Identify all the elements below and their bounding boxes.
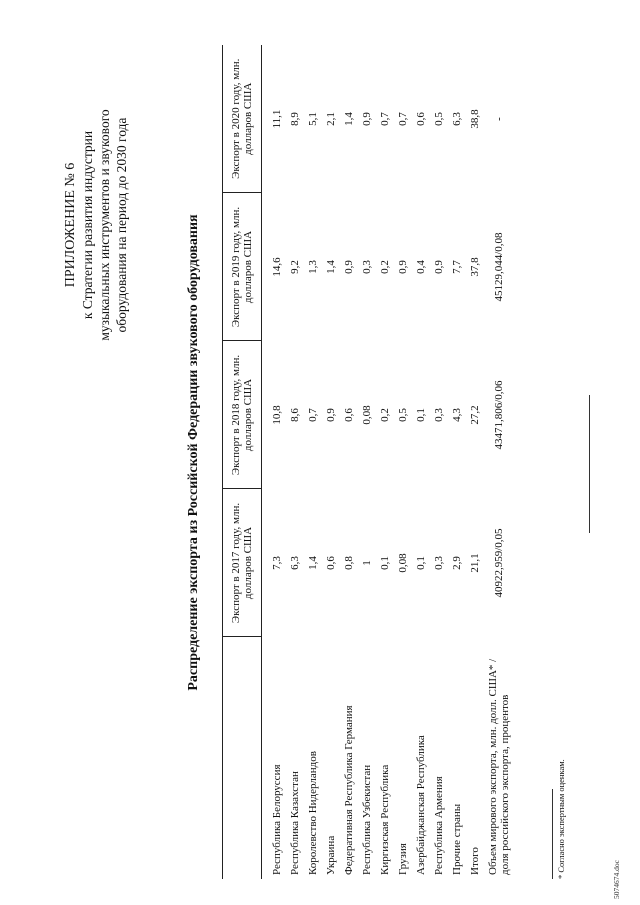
value-cell-2018: 0,9 <box>325 408 337 422</box>
value-cell-2019: 37,8 <box>469 257 481 277</box>
appendix-header <box>62 75 130 375</box>
value-cell-2020: 6,3 <box>451 112 463 126</box>
value-cell-2020: 0,5 <box>433 112 445 126</box>
value-cell-2017: 0,8 <box>343 556 355 570</box>
country-cell: Республика Армения <box>433 776 445 875</box>
table-row <box>466 45 484 879</box>
header-corner <box>223 637 262 879</box>
value-cell-2018: 27,2 <box>469 405 481 425</box>
value-cell-2018: 0,2 <box>379 408 391 422</box>
value-cell-2020: 0,7 <box>397 112 409 126</box>
value-cell-2019: 0,9 <box>343 260 355 274</box>
country-cell: Грузия <box>397 843 409 875</box>
header-2017: Экспорт в 2017 году, млн. долларов США <box>223 489 262 637</box>
table-body <box>262 45 515 879</box>
country-cell: Киргизская Республика <box>379 764 391 875</box>
table-header-row <box>223 45 262 879</box>
value-cell-2018: 43471,806/0,06 <box>493 380 505 450</box>
signature-rule <box>589 395 590 533</box>
value-cell-2019: 1,3 <box>307 260 319 274</box>
value-cell-2017: 7,3 <box>271 556 283 570</box>
appendix-line: музыкальных инструментов и звукового <box>97 109 112 341</box>
value-cell-2017: 0,08 <box>397 553 409 573</box>
value-cell-2017: 0,6 <box>325 556 337 570</box>
table-row <box>340 45 358 879</box>
value-cell-2017: 40922,959/0,05 <box>493 528 505 598</box>
value-cell-2019: 45129,044/0,08 <box>493 232 505 302</box>
country-cell: Украина <box>325 835 337 875</box>
value-cell-2019: 0,2 <box>379 260 391 274</box>
value-cell-2017: 0,1 <box>379 556 391 570</box>
footnote-separator <box>552 789 553 879</box>
value-cell-2018: 0,6 <box>343 408 355 422</box>
table-row <box>286 45 304 879</box>
country-cell: Республика Узбекистан <box>361 764 373 875</box>
country-cell: Королевство Нидерландов <box>307 751 319 875</box>
value-cell-2020: 5,1 <box>307 112 319 126</box>
value-cell-2019: 0,9 <box>397 260 409 274</box>
table-row <box>376 45 394 879</box>
value-cell-2017: 0,1 <box>415 556 427 570</box>
value-cell-2019: 1,4 <box>325 260 337 274</box>
country-cell: Итого <box>469 847 481 875</box>
value-cell-2020: 2,1 <box>325 112 337 126</box>
value-cell-2017: 0,3 <box>433 556 445 570</box>
value-cell-2020: 1,4 <box>343 112 355 126</box>
value-cell-2018: 0,08 <box>361 405 373 425</box>
value-cell-2018: 10,8 <box>271 405 283 425</box>
country-cell: Федеративная Республика Германия <box>343 705 355 875</box>
value-cell-2020: - <box>493 117 505 121</box>
value-cell-2019: 0,4 <box>415 260 427 274</box>
file-id: 5074674.doc <box>612 860 621 899</box>
table-row <box>412 45 430 879</box>
value-cell-2020: 11,1 <box>271 109 283 129</box>
value-cell-2019: 14,6 <box>271 257 283 277</box>
value-cell-2017: 1 <box>361 560 373 566</box>
table-row <box>394 45 412 879</box>
country-cell: Республика Белоруссия <box>271 764 283 875</box>
header-2019: Экспорт в 2019 году, млн. долларов США <box>223 193 262 341</box>
value-cell-2020: 8,9 <box>289 112 301 126</box>
value-cell-2020: 0,6 <box>415 112 427 126</box>
value-cell-2017: 1,4 <box>307 556 319 570</box>
header-2020: Экспорт в 2020 году, млн. долларов США <box>223 45 262 193</box>
table-row <box>448 45 466 879</box>
header-2018: Экспорт в 2018 году, млн. долларов США <box>223 341 262 489</box>
value-cell-2019: 0,9 <box>433 260 445 274</box>
table-row <box>304 45 322 879</box>
footnote: * Согласно экспертным оценкам. <box>556 759 566 879</box>
value-cell-2019: 0,3 <box>361 260 373 274</box>
value-cell-2020: 0,9 <box>361 112 373 126</box>
appendix-number: ПРИЛОЖЕНИЕ № 6 <box>63 162 78 288</box>
appendix-line: оборудования на период до 2030 года <box>114 117 129 333</box>
value-cell-2018: 0,7 <box>307 408 319 422</box>
value-cell-2020: 0,7 <box>379 112 391 126</box>
value-cell-2018: 8,6 <box>289 408 301 422</box>
value-cell-2018: 0,1 <box>415 408 427 422</box>
country-cell: Азербайджанская Республика <box>415 735 427 875</box>
table-row <box>484 45 514 879</box>
export-table <box>222 45 514 879</box>
table-row <box>358 45 376 879</box>
value-cell-2018: 4,3 <box>451 408 463 422</box>
value-cell-2020: 38,8 <box>469 109 481 129</box>
table-row <box>430 45 448 879</box>
country-cell: Прочие страны <box>451 803 463 875</box>
value-cell-2017: 6,3 <box>289 556 301 570</box>
table-title: Распределение экспорта из Российской Федерации звукового оборудования <box>186 214 201 691</box>
value-cell-2017: 2,9 <box>451 556 463 570</box>
appendix-line: к Стратегии развития индустрии <box>80 130 95 320</box>
table-row <box>322 45 340 879</box>
country-cell: Республика Казахстан <box>289 771 301 875</box>
value-cell-2019: 7,7 <box>451 260 463 274</box>
value-cell-2018: 0,3 <box>433 408 445 422</box>
table-row <box>262 45 287 879</box>
country-cell: Объем мирового экспорта, млн. долл. США* / доля российского экспорта, процентов <box>487 658 511 875</box>
value-cell-2019: 9,2 <box>289 260 301 274</box>
value-cell-2018: 0,5 <box>397 408 409 422</box>
value-cell-2017: 21,1 <box>469 553 481 573</box>
